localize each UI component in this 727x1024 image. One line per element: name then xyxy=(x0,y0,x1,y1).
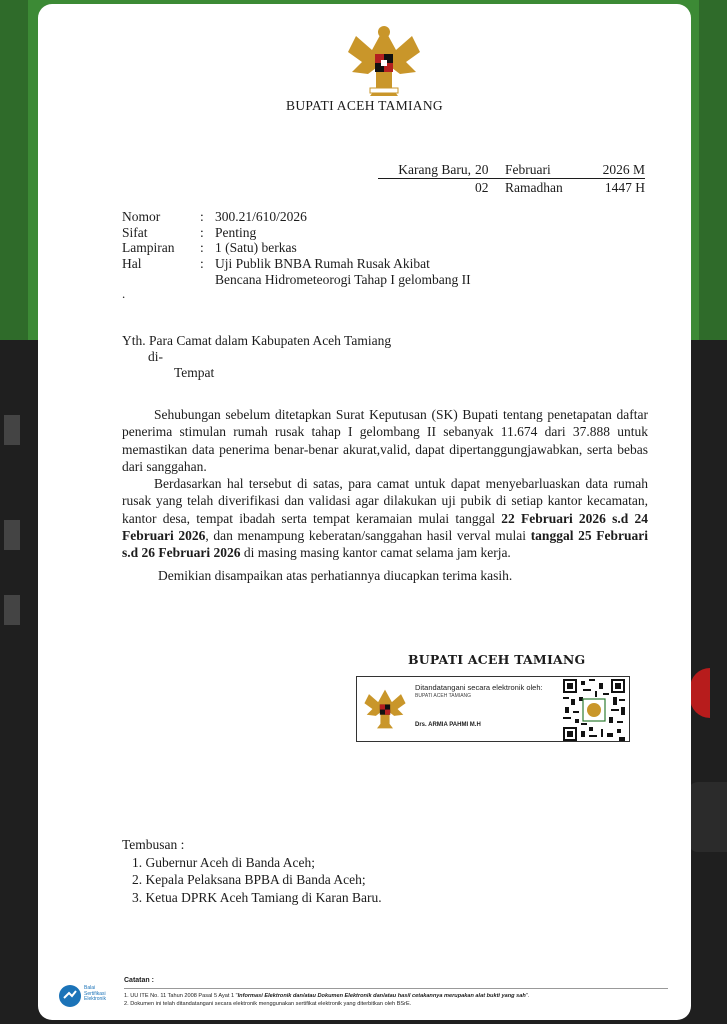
letter-meta: Nomor : 300.21/610/2026 Sifat : Penting Lampiran : 1 (Satu) berkas Hal : Uji Publik BNBA Rumah Rusak Akibat Bencana Hidrometeorogi Tahap I gelombang II xyxy=(122,209,555,288)
bold-date-range: tanggal 25 Februari s.d 26 Februari 2026 xyxy=(122,528,648,561)
tembusan-item: 3. Ketua DPRK Aceh Tamiang di Karan Baru. xyxy=(132,889,382,905)
background-fragment xyxy=(4,595,20,625)
addressee-line: Yth. Para Camat dalam Kabupaten Aceh Tamiang xyxy=(122,333,392,348)
bsre-logo-text: Balai Sertifikasi Elektronik xyxy=(84,985,106,1002)
paragraph-1: Sehubungan sebelum ditetapkan Surat Keputusan (SK) Bupati tentang penetapatan daftar penerima stimulan rumah rusak tahap I gelombang II sebanyak 11.674 dari 37.888 untuk memastikan data penerima benar-benar akurat,valid, dapat dipertanggungjawabkan, serta bebas dari sanggahan. xyxy=(122,407,648,474)
bsre-logo-icon xyxy=(58,984,82,1008)
addressee xyxy=(122,333,391,381)
date-year: 2026 M xyxy=(602,162,645,177)
e-signature-box xyxy=(356,676,630,742)
meta-value: Uji Publik BNBA Rumah Rusak Akibat xyxy=(215,256,430,272)
signed-by-label: Ditandatangani secara elektronik oleh: xyxy=(415,683,543,692)
hijri-month: Ramadhan xyxy=(505,180,563,195)
tembusan xyxy=(122,836,382,906)
meta-key: Nomor xyxy=(122,209,161,224)
garuda-emblem-icon xyxy=(361,685,409,733)
background-red-button xyxy=(690,668,710,718)
catatan-label: Catatan : xyxy=(124,977,154,984)
addressee-line: di- xyxy=(148,349,163,364)
document-viewer[interactable] xyxy=(38,4,691,1020)
stray-dot: . xyxy=(122,286,126,301)
footer-note-1: 1. UU ITE No. 11 Tahun 2008 Pasal 5 Ayat 1 "Informasi Elektronik dan/atau Dokumen Elektronik dan/atau hasil cetakannya merupakan alat bukti yang sah". xyxy=(124,993,530,999)
date-day: 20 xyxy=(475,162,489,177)
meta-key: Sifat xyxy=(122,224,148,240)
background-fragment xyxy=(4,415,20,445)
closing-paragraph: Demikian disampaikan atas perhatiannya diucapkan terima kasih. xyxy=(158,567,513,583)
tembusan-item: 2. Kepala Pelaksana BPBA di Banda Aceh; xyxy=(132,872,366,887)
letter-footer xyxy=(38,968,691,1020)
hal-continuation: Bencana Hidrometeorogi Tahap I gelombang II xyxy=(215,271,471,287)
tembusan-item: 1. Gubernur Aceh di Banda Aceh; xyxy=(132,854,315,870)
hijri-day: 02 xyxy=(475,180,489,195)
letter-header-title: BUPATI ACEH TAMIANG xyxy=(286,98,443,113)
signer-name: Drs. ARMIA PAHMI M.H xyxy=(415,722,481,728)
meta-key: Lampiran xyxy=(122,240,175,256)
letter-body xyxy=(122,406,648,584)
background-card xyxy=(688,782,727,852)
date-place: Karang Baru, xyxy=(398,162,471,177)
hijri-year: 1447 H xyxy=(604,180,645,195)
meta-key: Hal xyxy=(122,256,142,272)
date-month: Februari xyxy=(505,162,551,177)
signature-title: BUPATI ACEH TAMIANG xyxy=(408,652,586,667)
meta-value: 300.21/610/2026 xyxy=(215,209,307,224)
garuda-emblem-icon xyxy=(342,22,426,102)
footer-note-2: 2. Dokumen ini telah ditandatangani secara elektronik menggunakan sertifikat elektronik yang diterbitkan oleh BSrE. xyxy=(124,1001,412,1007)
tembusan-label: Tembusan : xyxy=(122,837,185,852)
meta-value: 1 (Satu) berkas xyxy=(215,240,297,256)
paragraph-2: Berdasarkan hal tersebut di satas, para camat untuk dapat menyebarluaskan data rumah rusak yang telah diverifikasi dan validasi agar dilakukan uji pubik di setiap kantor kecamatan, kantor desa, tempat ibadah serta tempat keramaian mulai tanggal 22 Februari 2026 s.d 24 Februari 2026, dan menampung keberatan/sanggahan hasil verval mulai tanggal 25 Februari s.d 26 Februari 2026 di masing masing kantor camat selama jam kerja. xyxy=(122,476,648,561)
meta-value: Penting xyxy=(215,224,257,240)
bold-date-range: 22 Februari 2026 s.d 24 Februari 2026 xyxy=(122,510,648,544)
qr-code-icon xyxy=(563,679,625,741)
footer-divider xyxy=(124,988,668,989)
signed-role: BUPATI ACEH TAMIANG xyxy=(415,693,472,699)
background-fragment xyxy=(4,520,20,550)
addressee-line: Tempat xyxy=(174,365,215,380)
letter-date xyxy=(378,161,645,196)
